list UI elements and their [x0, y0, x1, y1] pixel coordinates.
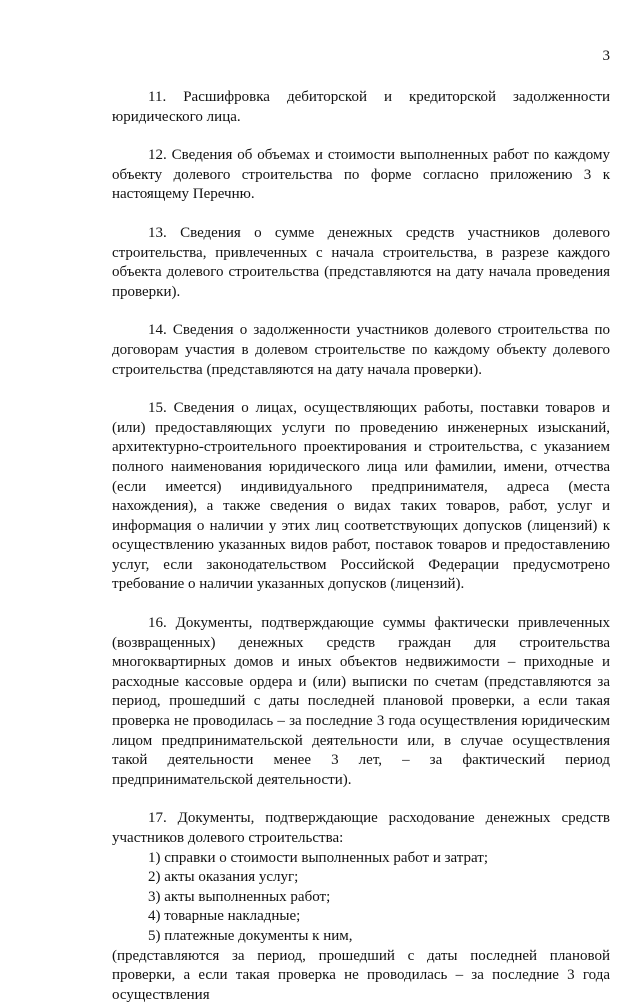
paragraph-17-continuation: (представляются за период, прошедший с даты последней плановой проверки, а если такая проверка не проводилась – за последние 3 года осуществления: [112, 947, 610, 1003]
paragraph-12: 12. Сведения об объемах и стоимости выполненных работ по каждому объекту долевого строительства по форме согласно приложению 3 к настоящему Перечню.: [112, 147, 610, 203]
paragraph-16: 16. Документы, подтверждающие суммы фактически привлеченных (возвращенных) денежных средств граждан для строительства многоквартирных домов и иных объектов недвижимости – приходные и расходные кассовые ордера и (или) выписки по счетам (представляются за период, прошедший с даты последней плановой проверки, а если такая проверка не проводилась – за последние 3 года осуществления юридическим лицом предпринимательской деятельности или, в случае осуществления такой деятельности менее 3 лет, – за фактический период предпринимательской деятельности).: [112, 615, 610, 788]
paragraph-11: 11. Расшифровка дебиторской и кредиторской задолженности юридического лица.: [112, 89, 610, 125]
list-item: 4) товарные накладные;: [148, 908, 301, 925]
paragraph-17: 17. Документы, подтверждающие расходование денежных средств участников долевого строительства:: [112, 810, 610, 846]
list-item: 1) справки о стоимости выполненных работ и затрат;: [148, 849, 489, 866]
paragraph-13: 13. Сведения о сумме денежных средств участников долевого строительства, привлеченных с начала строительства, в разрезе каждого объекта долевого строительства (представляются на дату начала проведения проверки).: [112, 224, 610, 300]
page-number: 3: [602, 48, 610, 64]
paragraph-14: 14. Сведения о задолженности участников долевого строительства по договорам участия в долевом строительстве по каждому объекту долевого строительства (представляются на дату начала проверки).: [112, 322, 610, 378]
list-item: 2) акты оказания услуг;: [148, 869, 299, 886]
document-body: [112, 88, 610, 1005]
document-list: [112, 849, 610, 947]
paragraph-15: 15. Сведения о лицах, осуществляющих работы, поставки товаров и (или) предоставляющих услуги по проведению инженерных изысканий, архитектурно-строительного проектирования и строительства, с указанием полного наименования юридического лица или фамилии, имени, отчества (если имеется) индивидуального предпринимателя, адреса (места нахождения), а также сведения о видах таких товаров, работ, услуг и информация о наличии у этих лиц соответствующих допусков (лицензий) к осуществлению указанных видов работ, поставок товаров и предоставлению услуг, если законодательством Российской Федерации предусмотрено требование о наличии указанных допусков (лицензий).: [112, 400, 610, 593]
list-item: 3) акты выполненных работ;: [148, 888, 331, 905]
list-item: 5) платежные документы к ним,: [148, 927, 353, 944]
